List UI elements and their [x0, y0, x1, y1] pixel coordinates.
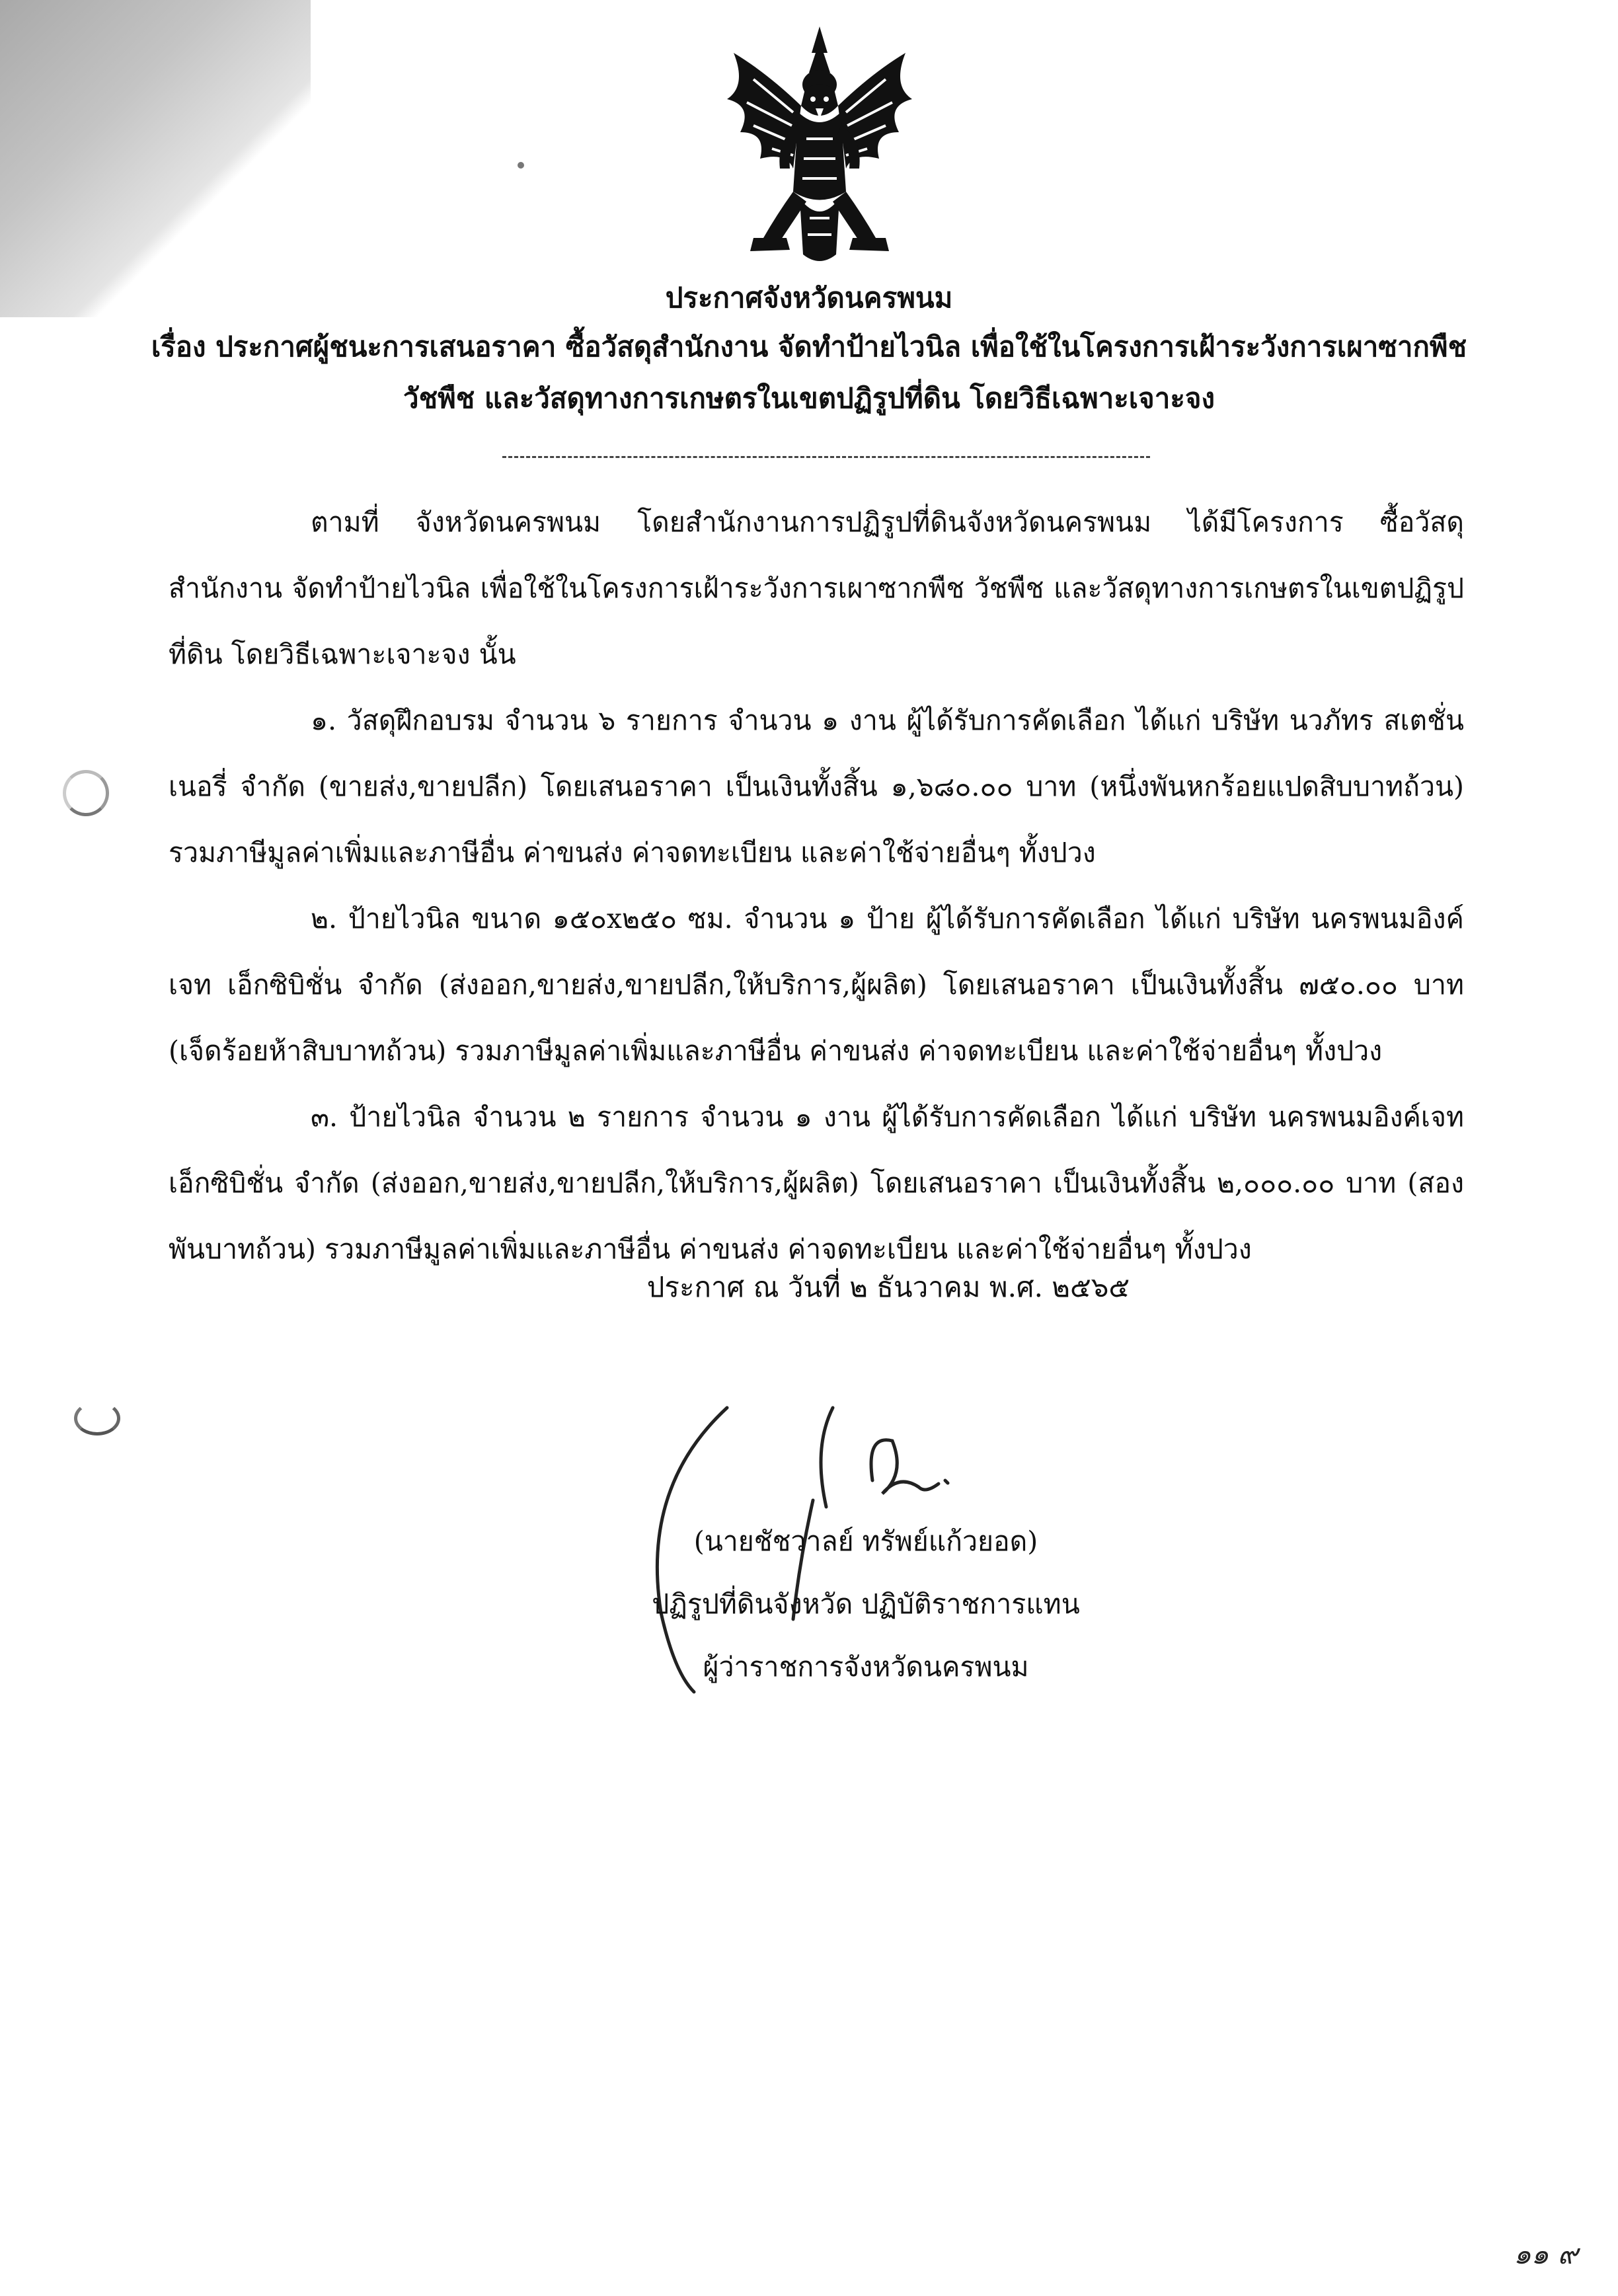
signatory-name: (นายชัชวาลย์ ทรัพย์แก้วยอด): [693, 1525, 1038, 1557]
announcement-date: ประกาศ ณ วันที่ ๒ ธันวาคม พ.ศ. ๒๕๖๕: [646, 1271, 1130, 1303]
intro-paragraph: ตามที่ จังหวัดนครพนม โดยสำนักงานการปฏิรูปที่ดินจังหวัดนครพนม ได้มีโครงการ ซื้อวัสดุสำนักงาน จัดทำป้ายไวนิล เพื่อใช้ในโครงการเฝ้าระวังการเผาซากพืช วัชพืช และวัสดุทางการเกษตรในเขตปฏิรูปที่ดิน โดยวิธีเฉพาะเจาะจง นั้น: [169, 506, 1464, 670]
page-mark: ๑๑ ๙: [1514, 2238, 1578, 2270]
signatory-position: ปฏิรูปที่ดินจังหวัด ปฏิบัติราชการแทน: [652, 1588, 1080, 1620]
garuda-emblem-icon: [714, 26, 925, 271]
signature-block: [601, 1510, 1130, 1699]
award-item-3: ๓. ป้ายไวนิล จำนวน ๒ รายการ จำนวน ๑ งาน ผู้ได้รับการคัดเลือก ได้แก่ บริษัท นครพนมอิงค์เจท เอ็กซิบิชั่น จำกัด (ส่งออก,ขายส่ง,ขายปลีก,ให้บริการ,ผู้ผลิต) โดยเสนอราคา เป็นเงินทั้งสิ้น ๒,๐๐๐.๐๐ บาท (สองพันบาทถ้วน) รวมภาษีมูลค่าเพิ่มและภาษีอื่น ค่าขนส่ง ค่าจดทะเบียน และค่าใช้จ่ายอื่นๆ ทั้งปวง: [169, 1101, 1464, 1265]
award-item-2: ๒. ป้ายไวนิล ขนาด ๑๕๐x๒๕๐ ซม. จำนวน ๑ ป้าย ผู้ได้รับการคัดเลือก ได้แก่ บริษัท นครพนมอิงค์เจท เอ็กซิบิชั่น จำกัด (ส่งออก,ขายส่ง,ขายปลีก,ให้บริการ,ผู้ผลิต) โดยเสนอราคา เป็นเงินทั้งสิ้น ๗๕๐.๐๐ บาท (เจ็ดร้อยห้าสิบบาทถ้วน) รวมภาษีมูลค่าเพิ่มและภาษีอื่น ค่าขนส่ง ค่าจดทะเบียน และค่าใช้จ่ายอื่นๆ ทั้งปวง: [169, 903, 1464, 1067]
dashed-divider: [502, 456, 1150, 458]
document-title: ประกาศจังหวัดนครพนม: [665, 282, 953, 314]
signatory-authority: ผู้ว่าราชการจังหวัดนครพนม: [703, 1651, 1029, 1683]
subject-line-2: วัชพืช และวัสดุทางการเกษตรในเขตปฏิรูปที่ดิน โดยวิธีเฉพาะเจาะจง: [403, 382, 1215, 414]
punch-hole-mark: [74, 1401, 120, 1435]
scan-corner-shadow: [0, 0, 311, 317]
punch-hole-mark: [63, 770, 109, 816]
subject-line-1: เรื่อง ประกาศผู้ชนะการเสนอราคา ซื้อวัสดุสำนักงาน จัดทำป้ายไวนิล เพื่อใช้ในโครงการเฝ้าระวังการเผาซากพืช: [151, 330, 1467, 363]
announcement-body: [169, 489, 1464, 1282]
scan-speck: [518, 162, 524, 169]
award-item-1: ๑. วัสดุฝึกอบรม จำนวน ๖ รายการ จำนวน ๑ งาน ผู้ได้รับการคัดเลือก ได้แก่ บริษัท นวภัทร สเตชั่นเนอรี่ จำกัด (ขายส่ง,ขายปลีก) โดยเสนอราคา เป็นเงินทั้งสิ้น ๑,๖๘๐.๐๐ บาท (หนึ่งพันหกร้อยแปดสิบบาทถ้วน) รวมภาษีมูลค่าเพิ่มและภาษีอื่น ค่าขนส่ง ค่าจดทะเบียน และค่าใช้จ่ายอื่นๆ ทั้งปวง: [169, 705, 1464, 868]
